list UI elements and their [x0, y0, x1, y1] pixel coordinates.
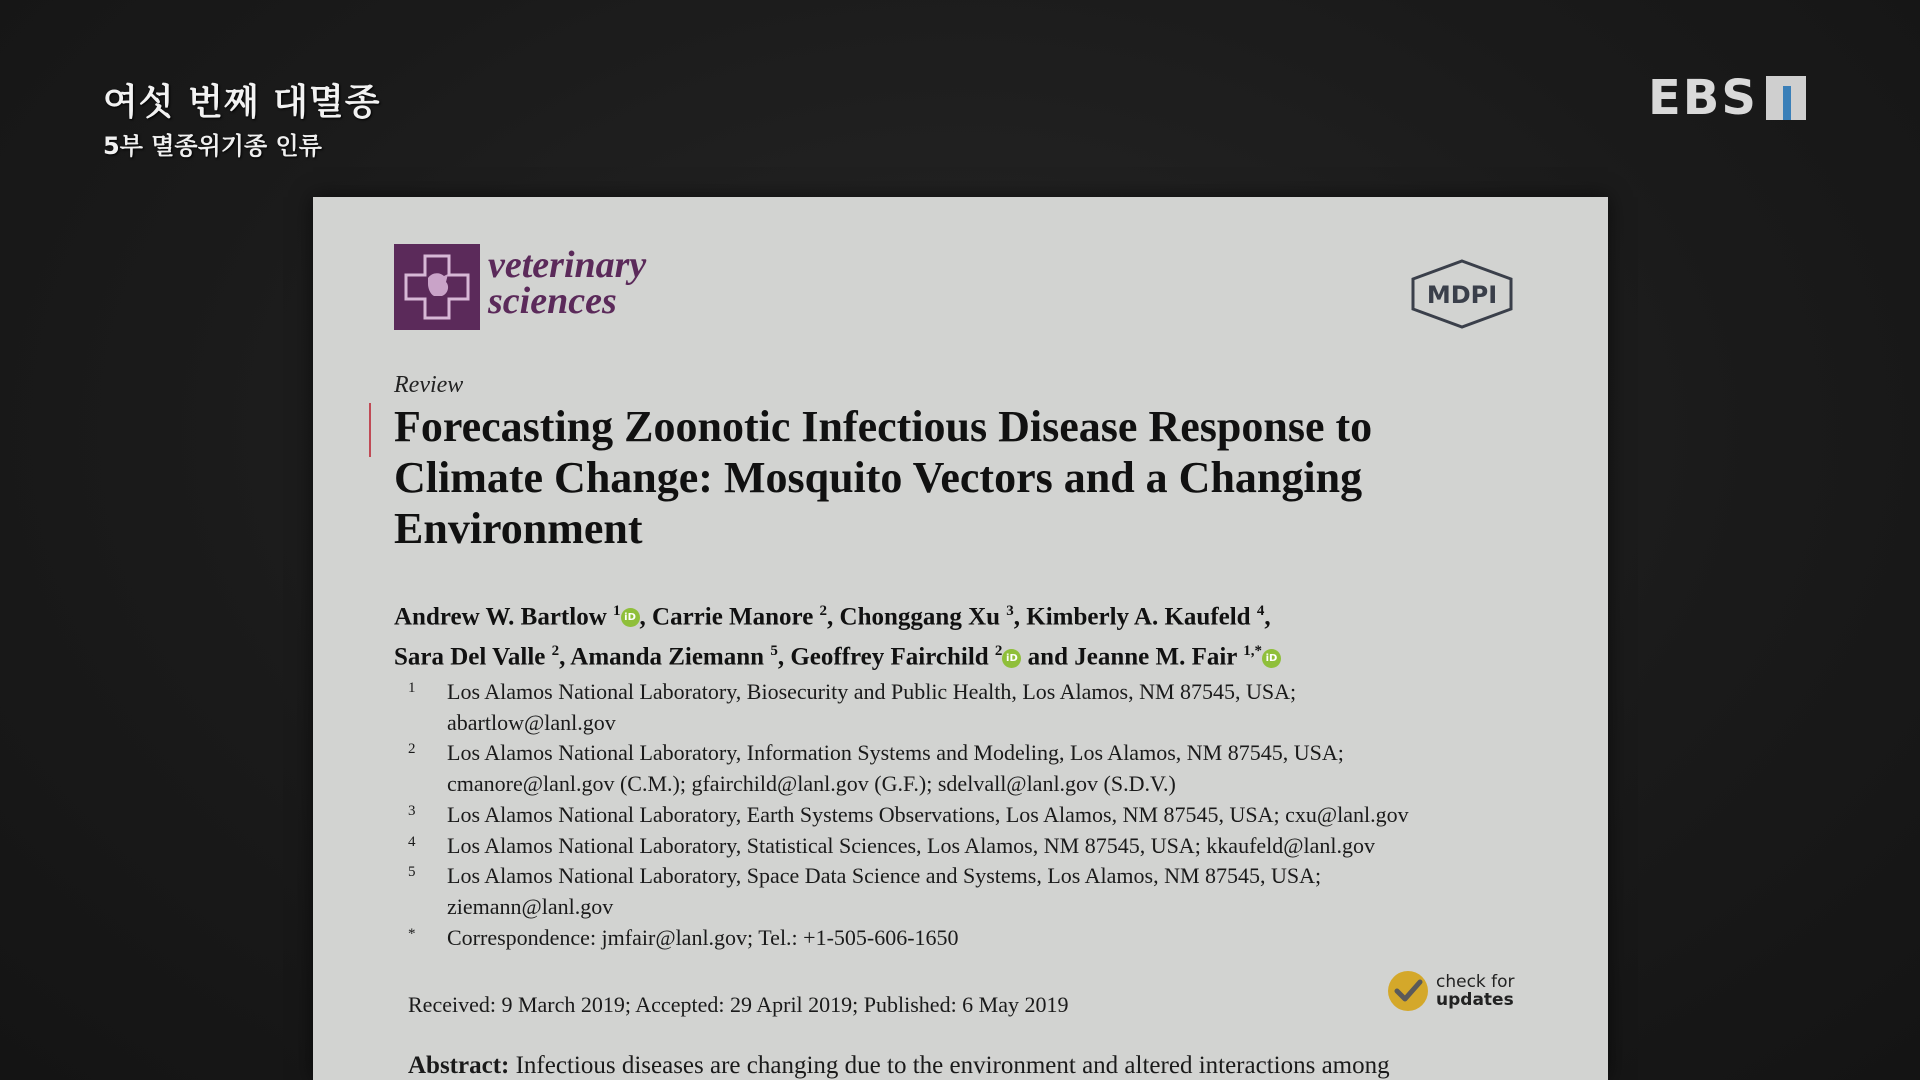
author-name: Geoffrey Fairchild	[790, 643, 989, 671]
abstract-label: Abstract:	[408, 1052, 510, 1079]
affiliation-line: Los Alamos National Laboratory, Information Systems and Modeling, Los Alamos, NM 87545, USA;	[447, 740, 1344, 766]
title-marker	[369, 403, 371, 457]
program-title: 여섯 번째 대멸종	[103, 82, 381, 123]
affiliation-line: Correspondence: jmfair@lanl.gov; Tel.: +1-505-606-1650	[447, 924, 959, 950]
broadcaster-name: EBS	[1648, 70, 1758, 126]
author-name: Sara Del Valle	[394, 643, 546, 671]
affiliation-line: Los Alamos National Laboratory, Space Data Science and Systems, Los Alamos, NM 87545, USA;	[447, 863, 1322, 889]
affiliation-list	[408, 677, 1558, 953]
orcid-icon[interactable]: iD	[1002, 649, 1021, 668]
updates-label: updates	[1436, 990, 1514, 1010]
author-affiliation-number: 4	[1256, 603, 1265, 619]
abstract-text: Infectious diseases are changing due to the environment and altered interactions among	[515, 1052, 1390, 1079]
affiliation-text	[447, 738, 1558, 799]
checkmark-icon	[1386, 969, 1430, 1013]
journal-name	[488, 244, 647, 322]
publisher-logo	[1407, 259, 1517, 329]
affiliation-number: 1	[408, 680, 416, 696]
author-separator: ,	[777, 643, 791, 671]
author-separator: ,	[827, 603, 840, 631]
affiliation-text	[447, 800, 1558, 831]
affiliation-text	[447, 861, 1558, 922]
author-affiliation-number: 2	[551, 643, 560, 660]
affiliation-item	[408, 738, 1558, 799]
author-separator: ,	[639, 603, 653, 631]
paper-page	[313, 197, 1608, 1080]
affiliation-number: 2	[408, 741, 416, 758]
author-name: Amanda Ziemann	[570, 643, 765, 671]
orcid-icon[interactable]: iD	[621, 608, 640, 627]
orcid-icon[interactable]: iD	[1262, 649, 1281, 668]
abstract	[408, 1052, 1558, 1080]
check-for-updates-badge[interactable]	[1386, 969, 1515, 1013]
broadcaster-logo	[1648, 70, 1806, 126]
author-affiliation-number: 1	[613, 603, 621, 619]
affiliation-line: abartlow@lanl.gov	[447, 709, 616, 735]
article-type: Review	[394, 372, 464, 398]
affiliation-text	[447, 677, 1558, 738]
affiliation-number: 4	[408, 833, 416, 850]
affiliation-number: 5	[408, 864, 416, 881]
affiliation-number: *	[408, 925, 416, 942]
author-name: Kimberly A. Kaufeld	[1026, 603, 1251, 631]
author-separator: ,	[1013, 603, 1027, 631]
journal-name-line2: sciences	[488, 280, 617, 322]
author-name: Carrie Manore	[652, 603, 814, 631]
affiliation-line: Los Alamos National Laboratory, Biosecurity and Public Health, Los Alamos, NM 87545, USA;	[447, 679, 1297, 704]
affiliation-line: ziemann@lanl.gov	[447, 893, 614, 919]
journal-name-line1: veterinary	[488, 244, 647, 286]
affiliation-item	[408, 861, 1558, 922]
affiliation-item	[408, 923, 1558, 954]
affiliation-text	[447, 923, 1558, 954]
affiliation-item	[408, 831, 1558, 862]
author-name: Chonggang Xu	[839, 603, 1001, 631]
article-title: Forecasting Zoonotic Infectious Disease Response to Climate Change: Mosquito Vectors and a Changing Environment	[394, 402, 1373, 553]
author-separator: ,	[559, 643, 571, 671]
author-affiliation-number: 5	[770, 643, 778, 660]
affiliation-number: 3	[408, 802, 416, 819]
journal-cross-icon	[394, 244, 480, 330]
author-affiliation-number: 1,*	[1243, 643, 1262, 660]
affiliation-item	[408, 800, 1558, 831]
author-separator: and	[1021, 643, 1075, 671]
author-separator: ,	[1264, 603, 1271, 631]
episode-subtitle: 5부 멸종위기종 인류	[103, 132, 322, 160]
check-label: check for	[1436, 972, 1515, 992]
affiliation-item	[408, 677, 1558, 738]
publisher-name: MDPI	[1426, 281, 1498, 309]
broadcaster-mark-icon	[1766, 76, 1806, 120]
affiliation-line: Los Alamos National Laboratory, Statistical Sciences, Los Alamos, NM 87545, USA; kkaufeld@lanl.gov	[447, 832, 1376, 858]
author-list	[394, 594, 1544, 675]
publication-dates: Received: 9 March 2019; Accepted: 29 April 2019; Published: 6 May 2019	[408, 992, 1069, 1017]
author-affiliation-number: 3	[1006, 603, 1014, 619]
author-affiliation-number: 2	[994, 643, 1003, 660]
affiliation-line: cmanore@lanl.gov (C.M.); gfairchild@lanl.gov (G.F.); sdelvall@lanl.gov (S.D.V.)	[447, 771, 1176, 797]
author-affiliation-number: 2	[819, 603, 828, 619]
author-name: Jeanne M. Fair	[1074, 643, 1237, 671]
affiliation-text	[447, 831, 1558, 862]
author-name: Andrew W. Bartlow	[394, 603, 607, 631]
affiliation-line: Los Alamos National Laboratory, Earth Systems Observations, Los Alamos, NM 87545, USA; cxu@lanl.gov	[447, 801, 1409, 827]
